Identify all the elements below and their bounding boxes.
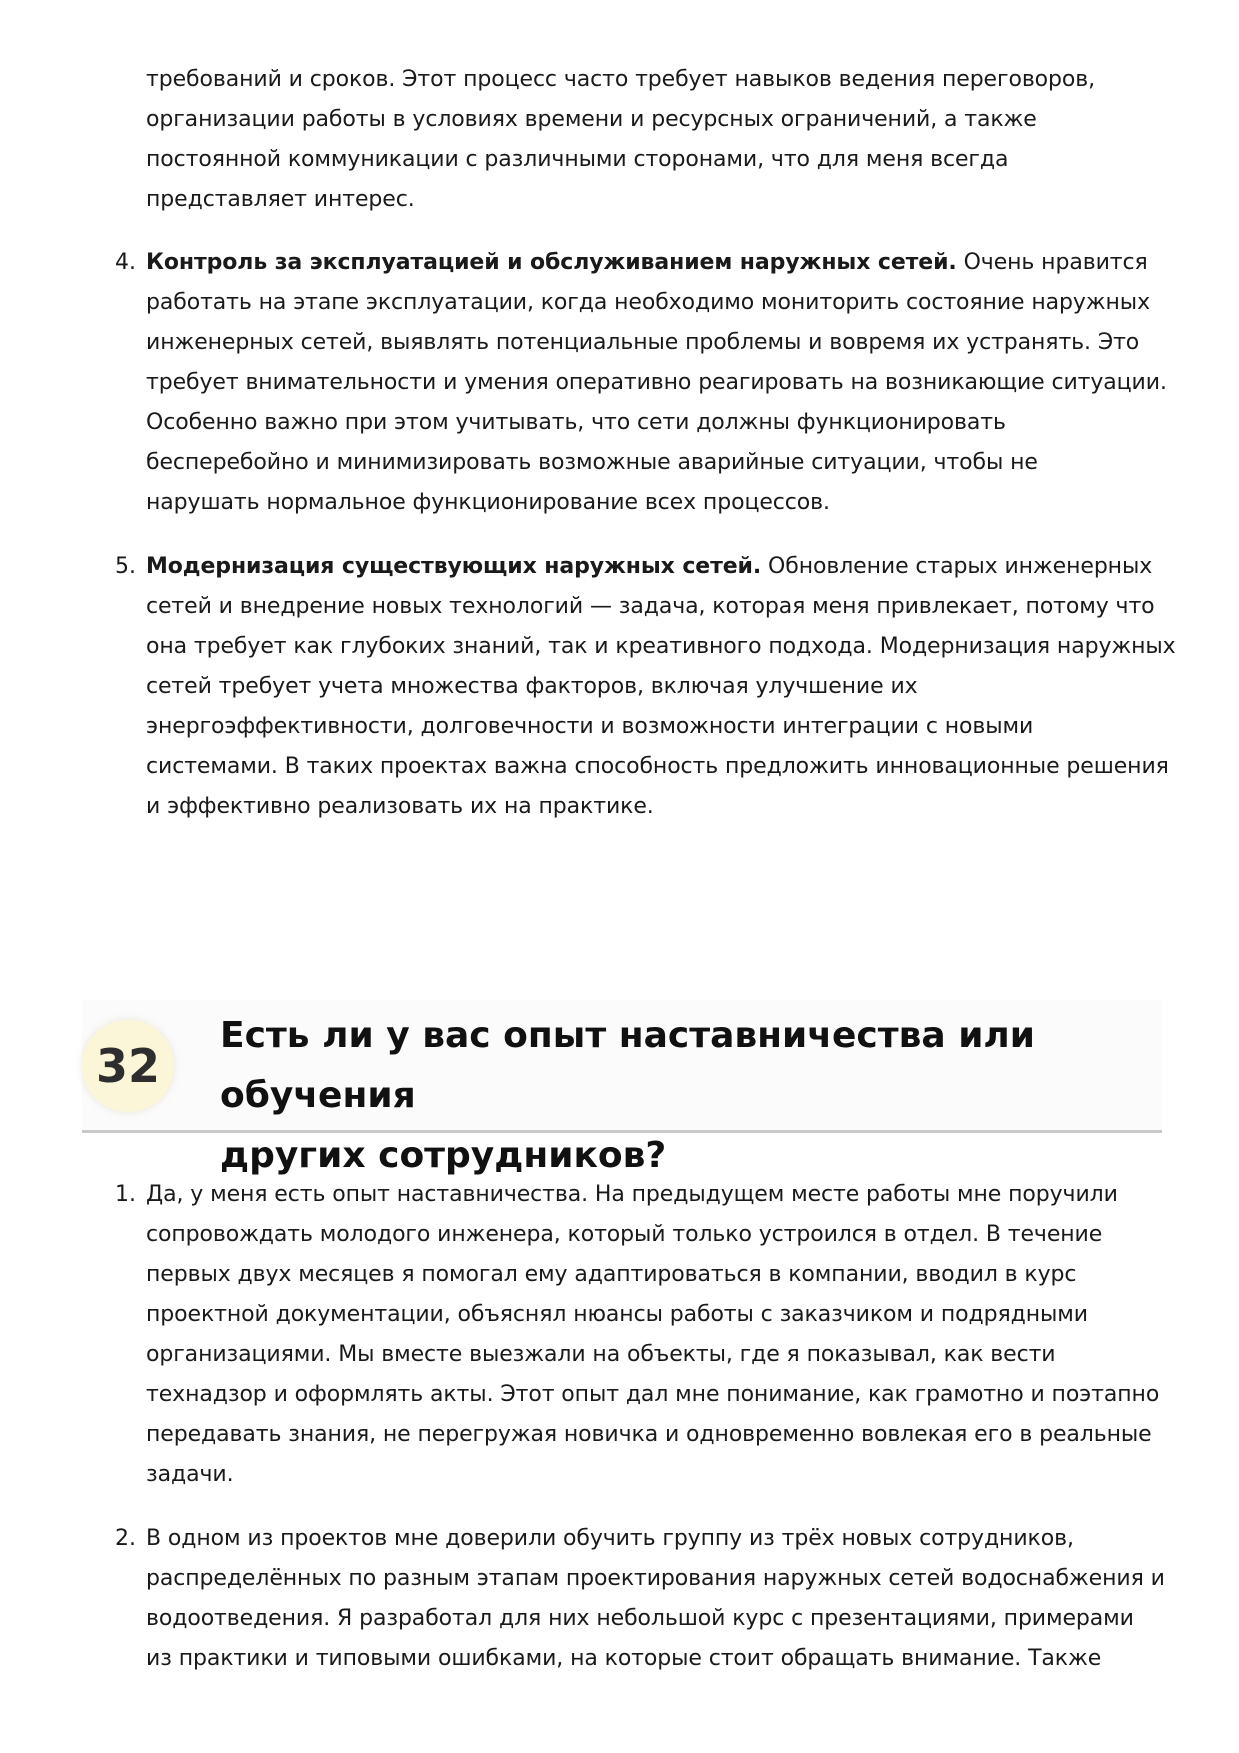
text-line: представляет интерес. — [146, 187, 415, 212]
list-item-4 — [146, 243, 1176, 523]
item-text: Очень нравится — [956, 250, 1148, 275]
text-line: Да, у меня есть опыт наставничества. На предыдущем месте работы мне поручили — [146, 1182, 1118, 1207]
text-line: проектной документации, объяснял нюансы работы с заказчиком и подрядными — [146, 1302, 1088, 1327]
answer-item-2 — [146, 1519, 1176, 1679]
list-item-number: 2. — [115, 1526, 136, 1551]
text-line: требует внимательности и умения оперативно реагировать на возникающие ситуации. — [146, 370, 1167, 395]
text-line: организации работы в условиях времени и ресурсных ограничений, а также — [146, 107, 1037, 132]
continuation-paragraph — [146, 60, 1176, 220]
text-line: сетей и внедрение новых технологий — задача, которая меня привлекает, потому что — [146, 594, 1155, 619]
question-number-badge: 32 — [82, 1020, 174, 1112]
title-line: других сотрудников? — [220, 1135, 667, 1176]
item-heading: Модернизация существующих наружных сетей. — [146, 554, 762, 579]
text-line: технадзор и оформлять акты. Этот опыт дал мне понимание, как грамотно и поэтапно — [146, 1382, 1160, 1407]
text-line: из практики и типовыми ошибками, на которые стоит обращать внимание. Также — [146, 1646, 1102, 1671]
text-line: энергоэффективности, долговечности и возможности интеграции с новыми — [146, 714, 1034, 739]
text-line: задачи. — [146, 1462, 234, 1487]
text-line: передавать знания, не перегружая новичка и одновременно вовлекая его в реальные — [146, 1422, 1152, 1447]
text-line — [146, 547, 1176, 587]
title-line: Есть ли у вас опыт наставничества или обучения — [220, 1015, 1036, 1116]
text-line — [146, 243, 1176, 283]
list-item-number: 1. — [115, 1182, 136, 1207]
text-line: требований и сроков. Этот процесс часто требует навыков ведения переговоров, — [146, 67, 1096, 92]
answer-item-1 — [146, 1175, 1176, 1495]
text-line: Особенно важно при этом учитывать, что сети должны функционировать — [146, 410, 1006, 435]
text-line: бесперебойно и минимизировать возможные аварийные ситуации, чтобы не — [146, 450, 1038, 475]
list-item-5 — [146, 547, 1176, 827]
text-line: и эффективно реализовать их на практике. — [146, 794, 654, 819]
item-text: Обновление старых инженерных — [761, 554, 1153, 579]
text-line: сетей требует учета множества факторов, включая улучшение их — [146, 674, 918, 699]
text-line: первых двух месяцев я помогал ему адаптироваться в компании, вводил в курс — [146, 1262, 1077, 1287]
text-line: инженерных сетей, выявлять потенциальные проблемы и вовремя их устранять. Это — [146, 330, 1140, 355]
text-line: В одном из проектов мне доверили обучить группу из трёх новых сотрудников, — [146, 1526, 1074, 1551]
text-line: водоотведения. Я разработал для них небольшой курс с презентациями, примерами — [146, 1606, 1134, 1631]
item-heading: Контроль за эксплуатацией и обслуживанием наружных сетей. — [146, 250, 957, 275]
text-line: распределённых по разным этапам проектирования наружных сетей водоснабжения и — [146, 1566, 1165, 1591]
question-title — [220, 1006, 1180, 1186]
text-line: она требует как глубоких знаний, так и креативного подхода. Модернизация наружных — [146, 634, 1176, 659]
text-line: нарушать нормальное функционирование всех процессов. — [146, 490, 830, 515]
text-line: сопровождать молодого инженера, который только устроился в отдел. В течение — [146, 1222, 1103, 1247]
text-line: организациями. Мы вместе выезжали на объекты, где я показывал, как вести — [146, 1342, 1056, 1367]
text-line: системами. В таких проектах важна способность предложить инновационные решения — [146, 754, 1169, 779]
list-item-number: 5. — [115, 554, 136, 579]
text-line: работать на этапе эксплуатации, когда необходимо мониторить состояние наружных — [146, 290, 1150, 315]
text-line: постоянной коммуникации с различными сторонами, что для меня всегда — [146, 147, 1009, 172]
list-item-number: 4. — [115, 250, 136, 275]
